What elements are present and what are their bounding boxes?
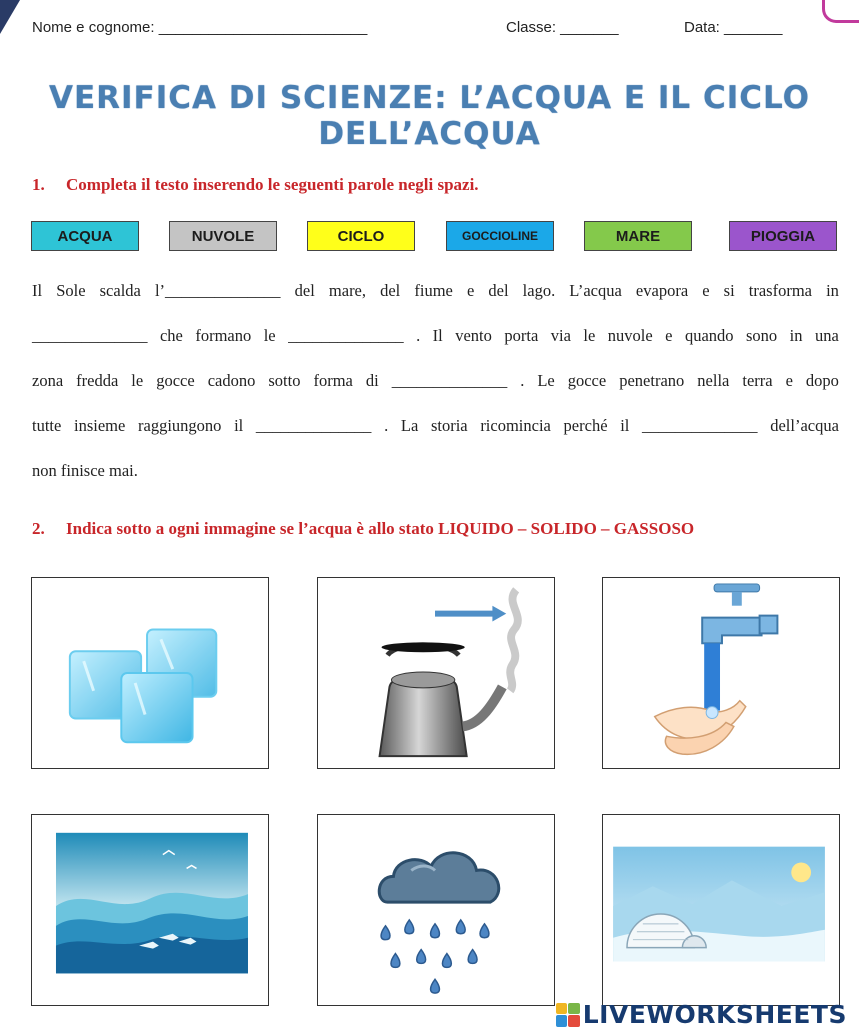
paragraph-word: in <box>789 326 803 345</box>
paragraph-word: dell’acqua <box>770 416 839 435</box>
paragraph-word: La <box>400 416 419 435</box>
image-tap <box>602 577 840 769</box>
kettle-icon <box>318 578 554 768</box>
paragraph-word: Il <box>32 281 43 300</box>
paragraph-word[interactable]: ______________ <box>255 416 372 435</box>
paragraph-line-3 <box>32 371 839 391</box>
question-2-number: 2. <box>32 519 45 538</box>
paragraph-line-2 <box>32 326 839 346</box>
question-1 <box>32 175 479 195</box>
paragraph-word[interactable]: ______________ <box>391 371 508 390</box>
paragraph-word: porta <box>504 326 539 345</box>
paragraph-word: perché <box>563 416 608 435</box>
paragraph-word: sono <box>746 326 778 345</box>
paragraph-word[interactable]: l’______________ <box>154 281 281 300</box>
paragraph-word: . <box>384 416 389 435</box>
paragraph-word[interactable]: ______________ <box>642 416 758 435</box>
watermark <box>556 1000 847 1029</box>
paragraph-word: e <box>466 281 475 300</box>
paragraph-word: nella <box>697 371 730 390</box>
paragraph-word: il <box>620 416 630 435</box>
paragraph-word: di <box>365 371 379 390</box>
paragraph-word: penetrano <box>619 371 685 390</box>
paragraph-word: le <box>131 371 144 390</box>
paragraph-word: evapora <box>635 281 689 300</box>
paragraph-word: raggiungono <box>138 416 222 435</box>
paragraph-word: lago. <box>522 281 556 300</box>
question-1-number: 1. <box>32 175 45 194</box>
paragraph-word: ricomincia <box>480 416 551 435</box>
paragraph-word: . <box>416 326 421 345</box>
paragraph-word: quando <box>684 326 734 345</box>
paragraph-word: il <box>234 416 244 435</box>
paragraph-word: le <box>263 326 276 345</box>
paragraph-word: le <box>583 326 596 345</box>
class-label: Classe: _______ <box>506 19 619 36</box>
word-chip-mare[interactable]: MARE <box>584 221 692 251</box>
paragraph-word: del <box>488 281 509 300</box>
paragraph-word: del <box>294 281 315 300</box>
paragraph-word: tutte <box>32 416 62 435</box>
word-chip-acqua[interactable]: ACQUA <box>31 221 139 251</box>
image-ice-cubes <box>31 577 269 769</box>
question-2 <box>32 519 694 539</box>
ice-cubes-icon <box>32 578 268 768</box>
paragraph-word: e <box>785 371 793 390</box>
corner-decoration <box>0 0 20 34</box>
igloo-icon <box>603 815 839 1005</box>
paragraph-word: via <box>550 326 571 345</box>
question-1-text: Completa il testo inserendo le seguenti parole negli spazi. <box>66 175 479 194</box>
paragraph-word: gocce <box>567 371 607 390</box>
paragraph-word: sotto <box>268 371 301 390</box>
paragraph-word: si <box>723 281 735 300</box>
page-title: VERIFICA DI SCIENZE: L’ACQUA E IL CICLO DELL’ACQUA <box>48 80 811 152</box>
paragraph-line-5 <box>32 461 839 481</box>
word-chip-nuvole[interactable]: NUVOLE <box>169 221 277 251</box>
paragraph-word: terra <box>742 371 773 390</box>
paragraph-word: del <box>380 281 401 300</box>
question-2-text: Indica sotto a ogni immagine se l’acqua è allo stato LIQUIDO – SOLIDO – GASSOSO <box>66 519 695 538</box>
paragraph-word: che <box>159 326 183 345</box>
image-kettle <box>317 577 555 769</box>
word-chip-goccioline[interactable]: GOCCIOLINE <box>446 221 554 251</box>
date-label: Data: _______ <box>684 19 783 36</box>
liveworksheets-logo-icon <box>556 1003 580 1027</box>
paragraph-word: storia <box>430 416 468 435</box>
paragraph-word: e <box>702 281 710 300</box>
word-chip-pioggia[interactable]: PIOGGIA <box>729 221 837 251</box>
word-chip-ciclo[interactable]: CICLO <box>307 221 415 251</box>
paragraph-word: vento <box>455 326 492 345</box>
paragraph-word: fredda <box>76 371 119 390</box>
paragraph-word: mare, <box>328 281 367 300</box>
paragraph-word: . <box>520 371 525 390</box>
paragraph-word: in <box>826 281 839 300</box>
rain-cloud-icon <box>318 815 554 1005</box>
watermark-text: LIVEWORKSHEETS <box>582 1000 847 1029</box>
corner-logo-decoration <box>822 0 859 23</box>
paragraph-line-1 <box>32 281 839 301</box>
sea-waves-icon <box>32 815 268 1005</box>
paragraph-word: trasforma <box>748 281 812 300</box>
paragraph-word: Le <box>537 371 555 390</box>
paragraph-word: L’acqua <box>569 281 622 300</box>
paragraph-word: dopo <box>805 371 839 390</box>
paragraph-word[interactable]: ______________ <box>288 326 404 345</box>
paragraph-word: Il <box>432 326 443 345</box>
paragraph-word: scalda <box>99 281 141 300</box>
paragraph-word: forma <box>313 371 353 390</box>
paragraph-word: insieme <box>74 416 126 435</box>
header-row <box>32 19 799 41</box>
paragraph-word: Sole <box>56 281 86 300</box>
paragraph-word: formano <box>195 326 252 345</box>
paragraph-line-4 <box>32 416 839 436</box>
tap-icon <box>603 578 839 768</box>
paragraph-word[interactable]: ______________ <box>32 326 148 345</box>
paragraph-word: gocce <box>156 371 195 390</box>
paragraph-word: una <box>814 326 839 345</box>
paragraph-word: zona <box>32 371 64 390</box>
image-rain <box>317 814 555 1006</box>
paragraph-word: fiume <box>414 281 453 300</box>
paragraph-word: e <box>665 326 673 345</box>
name-label: Nome e cognome: _________________________ <box>32 19 368 36</box>
image-sea <box>31 814 269 1006</box>
paragraph-line-5-text: non finisce mai. <box>32 461 138 480</box>
paragraph-word: nuvole <box>607 326 653 345</box>
paragraph-word: cadono <box>207 371 256 390</box>
image-igloo <box>602 814 840 1006</box>
